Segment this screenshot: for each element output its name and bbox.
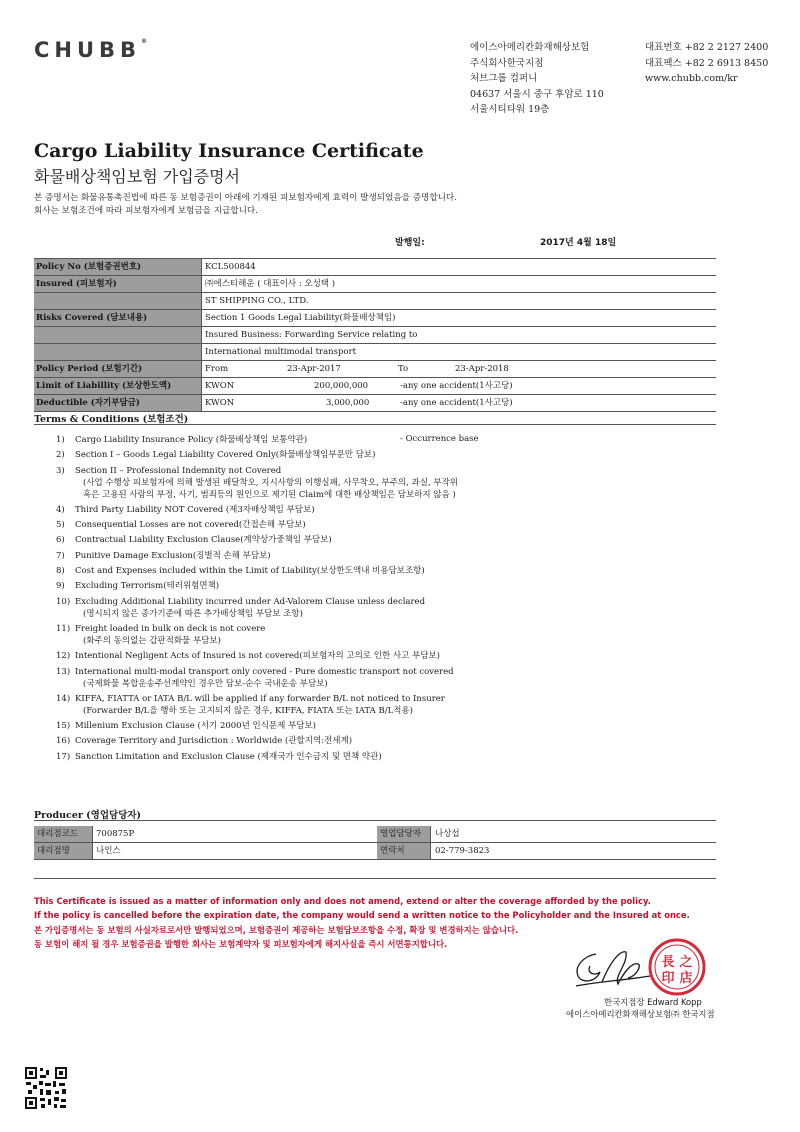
producer-table	[34, 826, 716, 860]
seal-char: 店	[679, 971, 693, 986]
policy-table	[34, 258, 716, 412]
limit-amount: 200,000,000	[314, 381, 369, 391]
term-item	[56, 596, 726, 620]
term-number: 3)	[56, 465, 65, 476]
company-line: 처브그룹 컴퍼니	[470, 73, 538, 84]
term-number: 9)	[56, 581, 65, 592]
term-text: Consequential Losses are not covered(간접손해 부담보)	[75, 520, 306, 531]
producer-row	[34, 843, 716, 860]
seal-char: 印	[661, 971, 675, 986]
issue-date-label: 발행일:	[395, 238, 425, 248]
term-item	[56, 434, 726, 446]
risks-label: Risks Covered (담보내용)	[34, 310, 202, 326]
term-item	[56, 623, 726, 647]
notice-line: 동 보험이 해지 될 경우 보험증권을 발행한 회사는 보험계약자 및 피보험자에게 해지사실을 즉시 서면통지합니다.	[34, 938, 448, 949]
page-title-korean: 화물배상책임보험 가입증명서	[34, 167, 241, 186]
deductible-amount: 3,000,000	[326, 398, 370, 408]
terms-title: Terms & Conditions (보험조건)	[34, 414, 189, 425]
company-seal	[646, 936, 708, 998]
sales-rep-value: 나상섭	[435, 829, 460, 839]
term-text: Sanction Limitation and Exclusion Clause (제재국가 인수금지 및 면책 약관)	[75, 751, 382, 762]
term-text: Contractual Liability Exclusion Clause(계약상가중책임 부담보)	[75, 535, 332, 546]
agency-code-label: 대리점코드	[34, 826, 93, 842]
term-item	[56, 666, 726, 690]
term-text: Cost and Expenses included within the Limit of Liability(보상한도액내 비용담보조항)	[75, 566, 425, 577]
period-label: Policy Period (보험기간)	[34, 361, 202, 377]
term-number: 6)	[56, 535, 65, 546]
term-subtext: 혹은 고용된 사람의 부정, 사기, 범죄등의 원인으로 제기된 Claim에 대한 배상책임은 담보하지 않음 )	[83, 489, 456, 500]
contact-label: 연락처	[377, 843, 431, 859]
term-text: Intentional Negligent Acts of Insured is not covered(피보험자의 고의로 인한 사고 부담보)	[75, 651, 440, 662]
term-text: Third Party Liability NOT Covered (제3자배상책임 부담보)	[75, 504, 315, 515]
term-number: 16)	[56, 736, 71, 747]
agency-name-label: 대리점명	[34, 843, 93, 859]
seal-char: 之	[679, 955, 693, 970]
divider	[34, 878, 716, 879]
limit-row	[34, 378, 716, 395]
intro-line: 회사는 보험조건에 따라 피보험자에게 보험금을 지급합니다.	[34, 206, 258, 216]
period-from-label: From	[205, 364, 229, 374]
term-number: 14)	[56, 693, 71, 704]
producer-row	[34, 826, 716, 843]
sales-rep-label: 영업담당자	[377, 826, 431, 842]
website-link[interactable]: www.chubb.com/kr	[645, 73, 738, 84]
risks-line: Insured Business: Forwarding Service relating to	[205, 330, 418, 340]
term-number: 11)	[56, 623, 71, 634]
term-item	[56, 751, 726, 763]
issue-date: 2017년 4월 18일	[540, 238, 617, 248]
agency-name-value: 나인스	[96, 846, 121, 856]
signatory-company: 에이스아메리칸화재해상보험㈜ 한국지점	[566, 1009, 715, 1019]
limit-label: Limit of Liabillity (보상한도액)	[34, 378, 202, 394]
term-number: 5)	[56, 520, 65, 531]
company-line: 04637 서울시 중구 후암로 110	[470, 88, 604, 100]
term-item	[56, 650, 726, 662]
period-to-value: 23-Apr-2018	[455, 364, 509, 374]
risks-row-2	[34, 327, 716, 344]
term-text: KIFFA, FIATTA or IATA B/L will be applied if any forwarder B/L not noticed to Insurer	[75, 693, 445, 704]
insured-row-2	[34, 293, 716, 310]
term-number: 13)	[56, 666, 71, 677]
term-item	[56, 550, 726, 562]
term-subtext: (화주의 동의없는 갑판적화물 부담보)	[83, 635, 221, 646]
term-item	[56, 735, 726, 747]
risks-row	[34, 310, 716, 327]
company-address	[470, 40, 604, 118]
deductible-row	[34, 395, 716, 412]
term-item	[56, 720, 726, 732]
term-text: Cargo Liability Insurance Policy (화물배상책임 보통약관)	[75, 435, 308, 445]
policy-no-value: KCL500844	[205, 262, 256, 272]
term-subtext: (사업 수행상 피보험자에 의해 발생된 배달착오, 지시사항의 이행실패, 사무착오, 부주의, 과실, 부작위	[83, 477, 458, 488]
notice-line: This Certificate is issued as a matter of information only and does not amend, extend or alter the coverage afforded by the policy.	[34, 896, 651, 906]
notice-line: 본 가입증명서는 동 보험의 사실자료로서만 발행되었으며, 보험증권이 제공하는 보험담보조항을 수정, 확장 및 변경하지는 않습니다.	[34, 924, 519, 935]
fax: 대표팩스 +82 2 6913 8450	[645, 57, 769, 69]
risks-line: International multimodal transport	[205, 347, 357, 357]
term-number: 2)	[56, 450, 65, 461]
limit-basis: -any one accident(1사고당)	[400, 381, 513, 391]
phone: 대표번호 +82 2 2127 2400	[645, 42, 769, 53]
term-number: 4)	[56, 504, 65, 515]
divider	[34, 820, 716, 821]
term-text: Excluding Terrorism(테러위험면책)	[75, 581, 220, 592]
term-item	[56, 504, 726, 516]
policy-no-label: Policy No (보험증권번호)	[34, 259, 202, 275]
term-text: Section II – Professional Indemnity not Covered	[75, 465, 282, 476]
policy-no-row	[34, 259, 716, 276]
company-line: 서울시티타워 19층	[470, 104, 550, 115]
term-item	[56, 580, 726, 592]
risks-line: Section 1 Goods Legal Liability(화물배상책임)	[205, 313, 396, 323]
term-number: 8)	[56, 566, 65, 577]
signatory-name: 한국지점장 Edward Kopp	[604, 997, 702, 1007]
period-to-label: To	[398, 364, 409, 374]
term-number: 10)	[56, 596, 71, 607]
term-number: 1)	[56, 435, 65, 445]
occurrence-basis: - Occurrence base	[400, 434, 479, 444]
term-item	[56, 449, 726, 461]
insured-value-ko: ㈜에스티해운 ( 대표이사 : 오성택 )	[205, 279, 336, 289]
deductible-label: Deductible (자기부담금)	[34, 395, 202, 411]
term-item	[56, 693, 726, 717]
term-text: Millenium Exclusion Clause (서기 2000년 인식문제 부담보)	[75, 721, 316, 732]
risks-row-3	[34, 344, 716, 361]
term-number: 12)	[56, 651, 71, 662]
seal-char: 長	[661, 955, 675, 970]
qr-code-icon	[24, 1066, 68, 1110]
period-from-value: 23-Apr-2017	[287, 364, 341, 374]
terms-list	[56, 434, 726, 766]
term-text: International multi-modal transport only covered - Pure domestic transport not covered	[75, 666, 454, 677]
handwritten-signature	[566, 942, 656, 992]
period-row	[34, 361, 716, 378]
producer-title: Producer (영업담당자)	[34, 810, 142, 821]
insured-value-en: ST SHIPPING CO., LTD.	[205, 296, 309, 306]
term-number: 15)	[56, 721, 71, 732]
page-title: Cargo Liability Insurance Certificate	[34, 140, 424, 162]
company-line: 주식회사한국지점	[470, 57, 544, 69]
term-item	[56, 465, 726, 501]
intro-text	[34, 192, 457, 218]
intro-line: 본 증명서는 화물유통촉진법에 따른 동 보험증권이 아래에 기재된 피보험자에게 효력이 발생되었음을 증명합니다.	[34, 193, 457, 203]
insured-row	[34, 276, 716, 293]
contact-value: 02-779-3823	[435, 846, 490, 856]
term-text: Excluding Additional Liability incurred under Ad-Valorem Clause unless declared	[75, 596, 426, 607]
divider	[34, 424, 716, 425]
company-line: 에이스아메리칸화재해상보험	[470, 42, 590, 53]
term-text: Section I – Goods Legal Liability Covered Only(화물배상책임부문만 담보)	[75, 450, 376, 461]
term-subtext: (명시되지 않은 종가기준에 따른 추가배상책임 부담보 조항)	[83, 608, 303, 619]
term-item	[56, 565, 726, 577]
notice-line: If the policy is cancelled before the expiration date, the company would send a written notice to the Policyholder and the Insured at once.	[34, 910, 690, 921]
deductible-basis: -any one accident(1사고당)	[400, 398, 513, 408]
chubb-logo: CHUBB®	[34, 38, 148, 62]
term-number: 7)	[56, 550, 65, 561]
term-text: Coverage Territory and Jurisdiction : Worldwide (관할지역:전세계)	[75, 736, 353, 747]
insured-label: Insured (피보험자)	[34, 276, 202, 292]
term-text: Freight loaded in bulk on deck is not covere	[75, 623, 266, 634]
term-text: Punitive Damage Exclusion(징벌적 손해 부담보)	[75, 550, 271, 561]
term-item	[56, 534, 726, 546]
limit-currency: KWON	[205, 381, 235, 391]
term-number: 17)	[56, 751, 71, 762]
term-item	[56, 519, 726, 531]
agency-code-value: 700875P	[96, 829, 135, 839]
term-subtext: (Forwarder B/L을 행하 또는 고지되지 않은 경우, KIFFA, FIATA 또는 IATA B/L적용)	[83, 705, 413, 716]
deductible-currency: KWON	[205, 398, 235, 408]
term-subtext: (국제화물 복합운송주선계약인 경우만 담보-순수 국내운송 부담보)	[83, 678, 328, 689]
company-contact	[645, 40, 768, 87]
